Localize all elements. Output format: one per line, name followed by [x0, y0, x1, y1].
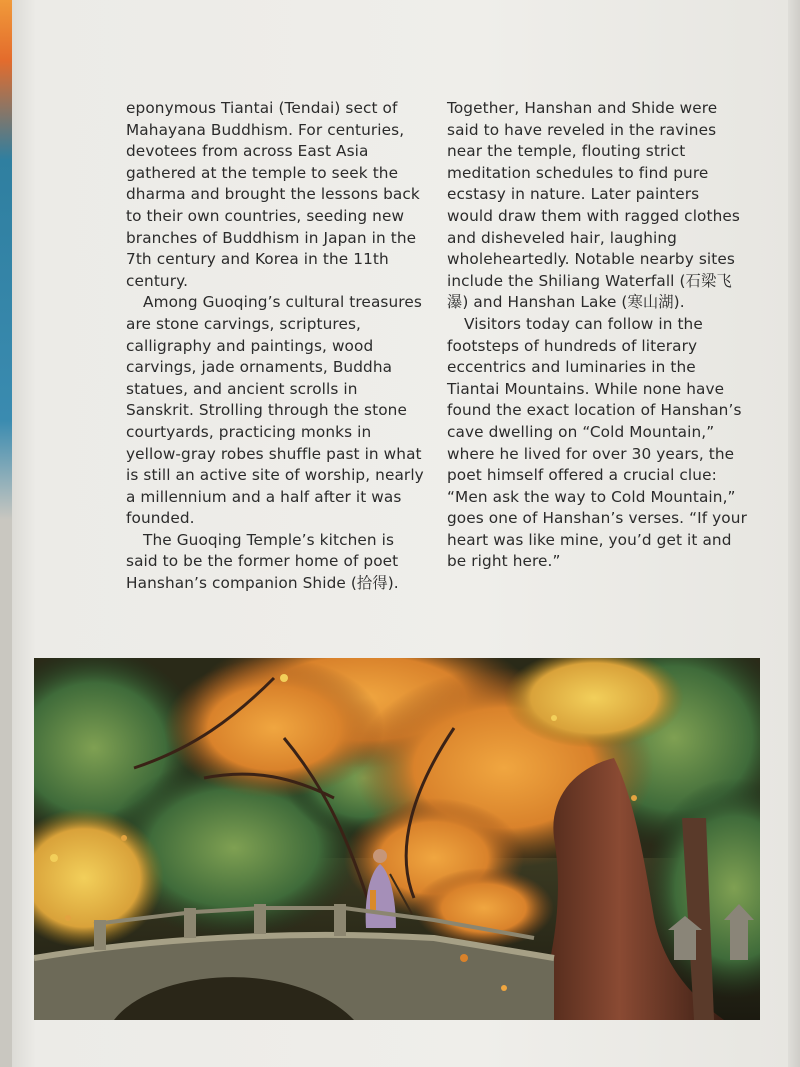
paragraph-left-2: Among Guoqing’s cultural treasures are stone carvings, scriptures, calligraphy and paintings, wood carvings, jade ornaments, Buddha statues, and ancient scrolls in Sanskrit. Strolling through the stone courtyards, practicing monks in yellow-gray robes shuffle past in what is still an active site of worship, nearly a millennium and a half after it was founded.	[126, 293, 424, 528]
paragraph-left-3: The Guoqing Temple’s kitchen is said to be the former home of poet Hanshan’s companion Shide (拾得).	[126, 530, 399, 593]
photo-illustration	[34, 658, 760, 1020]
adjacent-page-edge	[0, 0, 12, 1067]
temple-forest-photo	[34, 658, 760, 1020]
article-column-right	[447, 98, 747, 573]
paragraph-right-1: Together, Hanshan and Shide were said to have reveled in the ravines near the temple, flouting strict meditation schedules to find pure ecstasy in nature. Later painters would draw them with ragged clothes and disheveled hair, laughing wholeheartedly. Notable nearby sites include the Shiliang Waterfall (石梁飞瀑) and Hanshan Lake (寒山湖).	[447, 99, 740, 312]
paragraph-right-2: Visitors today can follow in the footsteps of hundreds of literary eccentrics and luminaries in the Tiantai Mountains. While none have found the exact location of Hanshan’s cave dwelling on “Cold Mountain,” where he lived for over 30 years, the poet himself offered a crucial clue: “Men ask the way to Cold Mountain,” goes one of Hanshan’s verses. “If your heart was like mine, you’d get it and be right here.”	[447, 314, 747, 571]
page-gutter-shadow	[788, 0, 800, 1067]
paragraph-left-1: eponymous Tiantai (Tendai) sect of Mahayana Buddhism. For centuries, devotees from across East Asia gathered at the temple to seek the dharma and brought the lessons back to their own countries, seeding new branches of Buddhism in Japan in the 7th century and Korea in the 11th century.	[126, 99, 420, 290]
article-column-left	[126, 98, 426, 595]
